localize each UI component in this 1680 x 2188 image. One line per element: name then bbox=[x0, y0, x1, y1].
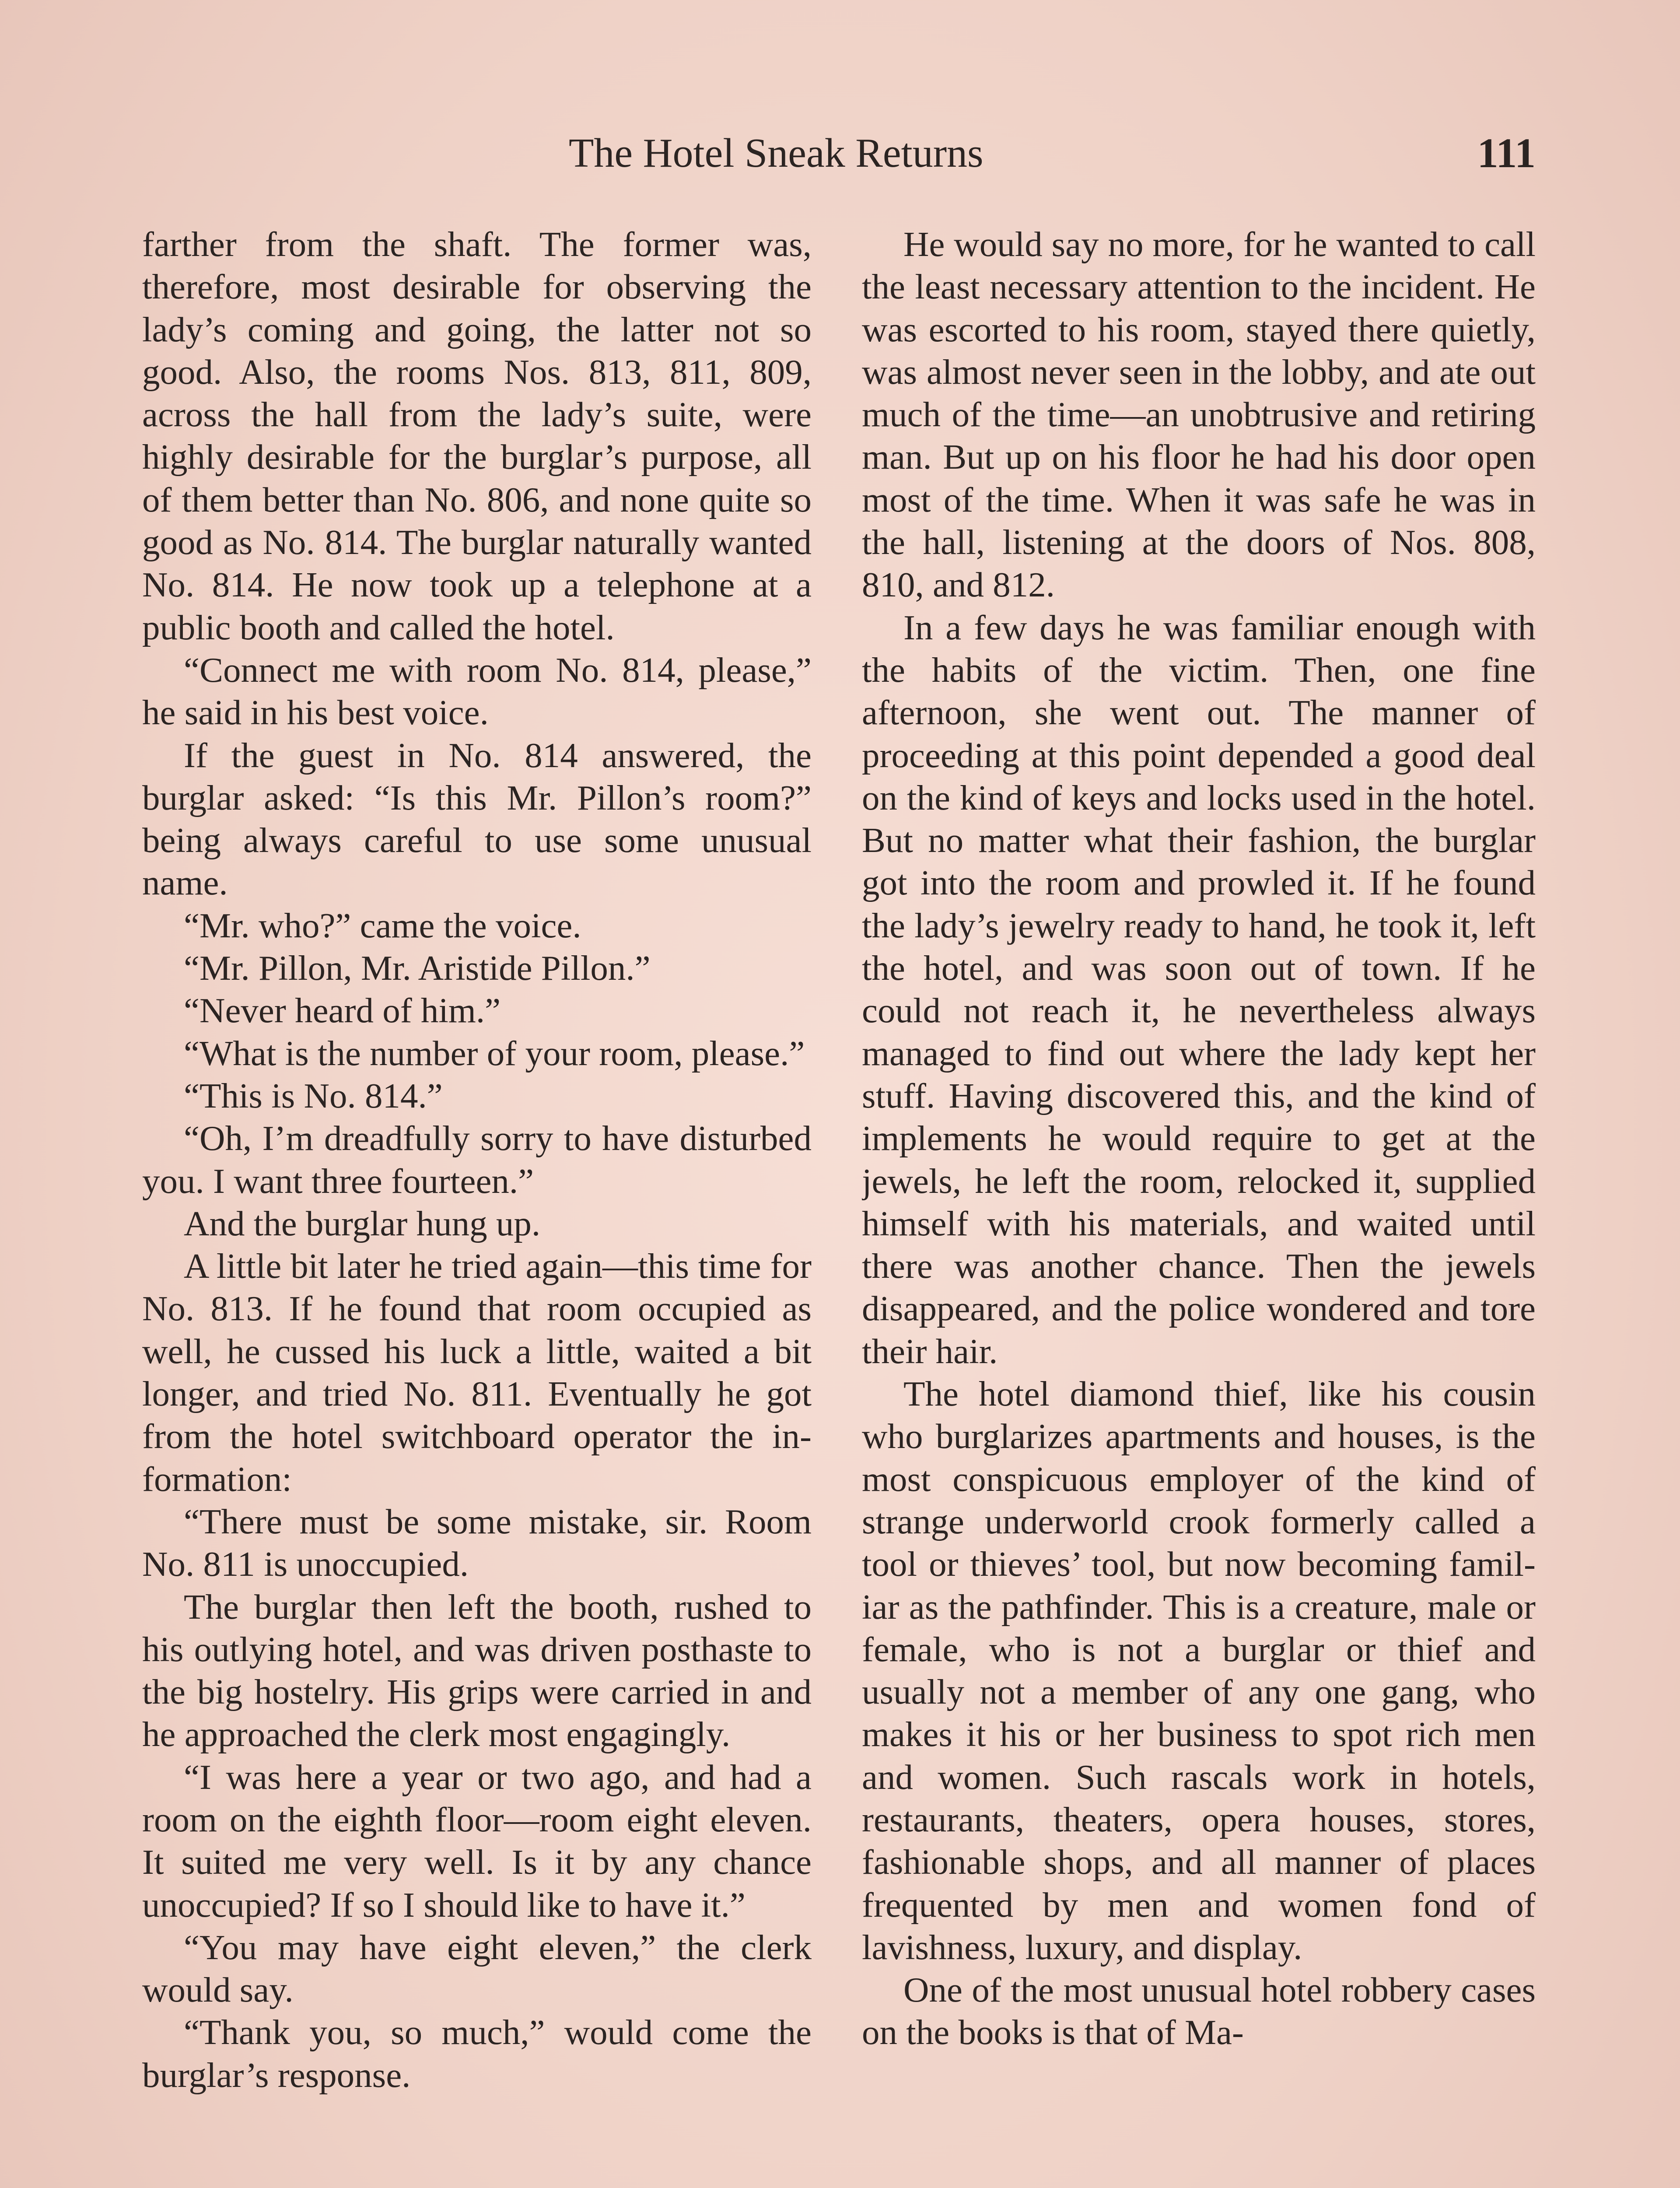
paragraph: “Never heard of him.” bbox=[184, 991, 501, 1031]
left-text-column bbox=[142, 223, 812, 2188]
paragraph: “There must be some mistake, sir. Room No. 811 is unoccupied. bbox=[142, 1501, 812, 1584]
paragraph: The burglar then left the booth, rushed to his outlying hotel, and was driven posthaste to the big hostelry. His grips were carried in and he approached the clerk most engagingly. bbox=[142, 1587, 812, 1754]
paragraph: And the burglar hung up. bbox=[184, 1203, 541, 1243]
paragraph: “Mr. Pillon, Mr. Aristide Pillon.” bbox=[184, 948, 651, 988]
paragraph: “Connect me with room No. 814, please,” he said in his best voice. bbox=[142, 650, 812, 733]
page-number: 111 bbox=[1477, 130, 1536, 176]
right-text-column bbox=[862, 223, 1536, 2188]
paragraph: “What is the number of your room, please.” bbox=[184, 1033, 805, 1073]
paragraph: farther from the shaft. The former was, therefore, most desirable for observing the lady’s coming and going, the latter not so good. Also, the rooms Nos. 813, 811, 809, across the hall from the lady’s suite, were highly desirable for the burglar’s purpose, all of them better than No. 806, and none quite so good as No. 814. The burglar naturally wanted No. 814. He now took up a telephone at a public booth and called the hotel. bbox=[142, 224, 812, 647]
paragraph: “You may have eight eleven,” the clerk would say. bbox=[142, 1927, 812, 2010]
paragraph: “Mr. who?” came the voice. bbox=[184, 905, 581, 945]
paragraph: If the guest in No. 814 answered, the burglar asked: “Is this Mr. Pillon’s room?” being always careful to use some unusual name. bbox=[142, 735, 812, 903]
paragraph: A little bit later he tried again—this time for No. 813. If he found that room occupied as well, he cussed his luck a little, waited a bit longer, and tried No. 811. Eventually he got from the hotel switchboard operator the information: bbox=[142, 1246, 812, 1499]
paragraph: “Oh, I’m dreadfully sorry to have disturbed you. I want three fourteen.” bbox=[142, 1119, 812, 1201]
paragraph: The hotel diamond thief, like his cousin who burglarizes apartments and houses, is the most conspicuous employer of the kind of strange underworld crook formerly called a tool or thieves’ tool, but now becoming familiar as the pathfinder. This is a creature, male or female, who is not a burglar or thief and usually not a member of any one gang, who makes it his or her business to spot rich men and women. Such rascals work in hotels, restaurants, theaters, opera houses, stores, fashionable shops, and all manner of places frequented by men and women fond of lavishness, luxury, and display. bbox=[862, 1374, 1536, 1967]
paragraph: “This is No. 814.” bbox=[184, 1076, 443, 1115]
paragraph: “I was here a year or two ago, and had a room on the eighth floor—room eight eleven. It suited me very well. Is it by any chance unoccupied? If so I should like to have it.” bbox=[142, 1757, 812, 1925]
paragraph: “Thank you, so much,” would come the burglar’s response. bbox=[142, 2013, 812, 2095]
paragraph: He would say no more, for he wanted to call the least necessary attention to the incident. He was escorted to his room, stayed there quietly, was almost never seen in the lobby, and ate out much of the time—an unobtrusive and retiring man. But up on his floor he had his door open most of the time. When it was safe he was in the hall, listening at the doors of Nos. 808, 810, and 812. bbox=[862, 224, 1536, 605]
paragraph: One of the most unusual hotel robbery cases on the books is that of Ma- bbox=[862, 1970, 1536, 2052]
paragraph: In a few days he was familiar enough with the habits of the victim. Then, one fine afternoon, she went out. The manner of proceeding at this point depended a good deal on the kind of keys and locks used in the hotel. But no matter what their fashion, the burglar got into the room and prowled it. If he found the lady’s jewelry ready to hand, he took it, left the hotel, and was soon out of town. If he could not reach it, he nevertheless always managed to find out where the lady kept her stuff. Having discovered this, and the kind of implements he would require to get at the jewels, he left the room, relocked it, supplied himself with his materials, and waited until there was another chance. Then the jewels disappeared, and the police wondered and tore their hair. bbox=[862, 607, 1536, 1371]
running-head-title: The Hotel Sneak Returns bbox=[569, 130, 984, 176]
